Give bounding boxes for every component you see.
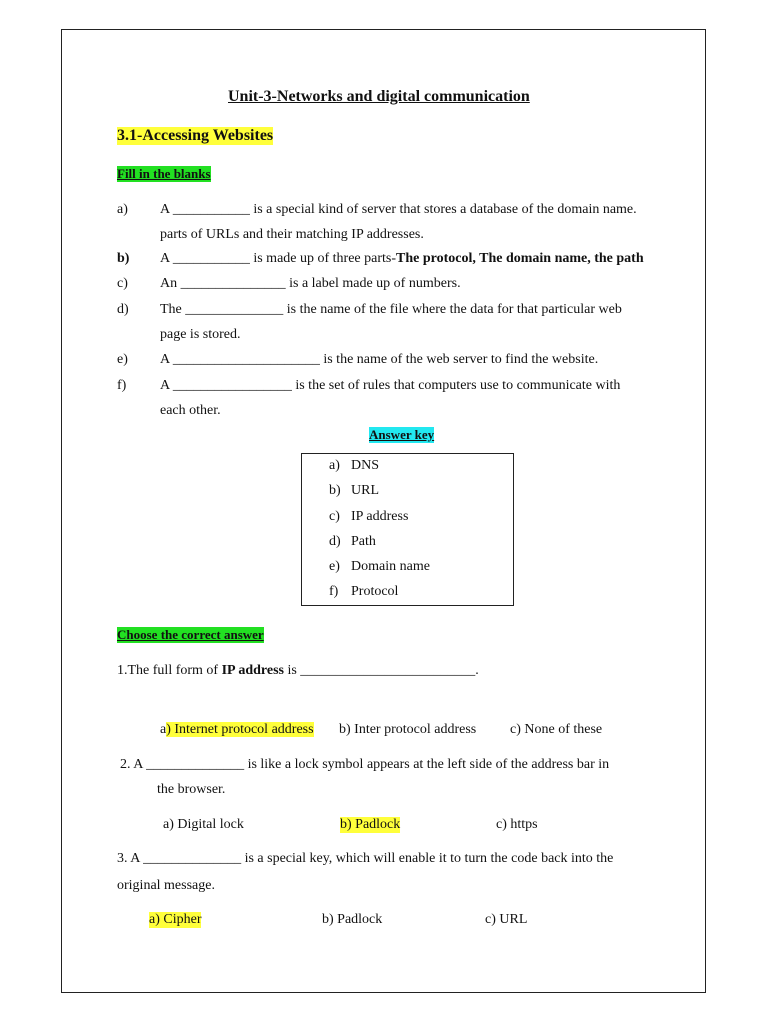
answer-label-b: b) xyxy=(329,483,341,498)
item-label-d: d) xyxy=(117,302,129,317)
answer-text-d: Path xyxy=(351,534,376,549)
item-a-line1: A ___________ is a special kind of server that stores a database of the domain name. xyxy=(160,202,637,217)
fill-blanks-heading: Fill in the blanks xyxy=(117,166,211,181)
question-2-line2: the browser. xyxy=(157,782,226,797)
answer-label-f: f) xyxy=(329,584,339,599)
item-b-bold-text: The protocol, The domain name, the path xyxy=(396,251,644,266)
answer-key-heading: Answer key xyxy=(369,427,435,442)
q2-option-a: a) Digital lock xyxy=(163,817,244,832)
item-d-line2: page is stored. xyxy=(160,327,241,342)
answer-label-c: c) xyxy=(329,509,340,524)
choose-heading: Choose the correct answer xyxy=(117,627,264,642)
question-1-text: 1.The full form of xyxy=(117,663,222,678)
answer-text-b: URL xyxy=(351,483,379,498)
item-label-f: f) xyxy=(117,378,127,393)
q3-option-c: c) URL xyxy=(485,912,528,927)
q3-option-b: b) Padlock xyxy=(322,912,383,927)
q2-option-b: b) Padlock xyxy=(340,817,401,832)
item-label-a: a) xyxy=(117,202,128,217)
q1-option-a-text: ) Internet protocol address xyxy=(166,722,314,737)
item-a-line2: parts of URLs and their matching IP addresses. xyxy=(160,227,424,242)
item-label-e: e) xyxy=(117,352,128,367)
q1-option-b: b) Inter protocol address xyxy=(339,722,477,737)
item-f-line1: A _________________ is the set of rules that computers use to communicate with xyxy=(160,378,621,393)
item-label-c: c) xyxy=(117,276,128,291)
answer-text-e: Domain name xyxy=(351,559,430,574)
item-f-line2: each other. xyxy=(160,403,221,418)
question-1-bold: IP address xyxy=(221,663,284,678)
question-2-line1: 2. A ______________ is like a lock symbol appears at the left side of the address bar in xyxy=(120,757,610,772)
q1-option-c: c) None of these xyxy=(510,722,603,737)
question-3-line1: 3. A ______________ is a special key, which will enable it to turn the code back into the xyxy=(117,851,614,866)
answer-text-f: Protocol xyxy=(351,584,399,599)
item-b-line1 xyxy=(160,251,644,267)
question-3-line2: original message. xyxy=(117,878,215,893)
item-c-line1: An _______________ is a label made up of numbers. xyxy=(160,276,461,291)
item-b-text: A ___________ is made up of three parts- xyxy=(160,251,397,266)
item-d-line1: The ______________ is the name of the file where the data for that particular web xyxy=(160,302,622,317)
q1-option-a xyxy=(160,722,314,738)
item-label-b: b) xyxy=(117,251,130,266)
answer-label-d: d) xyxy=(329,534,341,549)
question-1 xyxy=(117,663,479,679)
page-title: Unit-3-Networks and digital communication xyxy=(228,88,530,105)
answer-text-a: DNS xyxy=(351,458,380,473)
question-1-blank: is _________________________. xyxy=(283,663,479,678)
item-e-line1: A _____________________ is the name of the web server to find the website. xyxy=(160,352,599,367)
q2-option-c: c) https xyxy=(496,817,538,832)
q3-option-a: a) Cipher xyxy=(149,912,202,927)
answer-label-e: e) xyxy=(329,559,340,574)
answer-text-c: IP address xyxy=(351,509,409,524)
section-heading: 3.1-Accessing Websites xyxy=(117,127,274,144)
answer-label-a: a) xyxy=(329,458,340,473)
q1-option-a-prefix: a xyxy=(160,722,167,737)
